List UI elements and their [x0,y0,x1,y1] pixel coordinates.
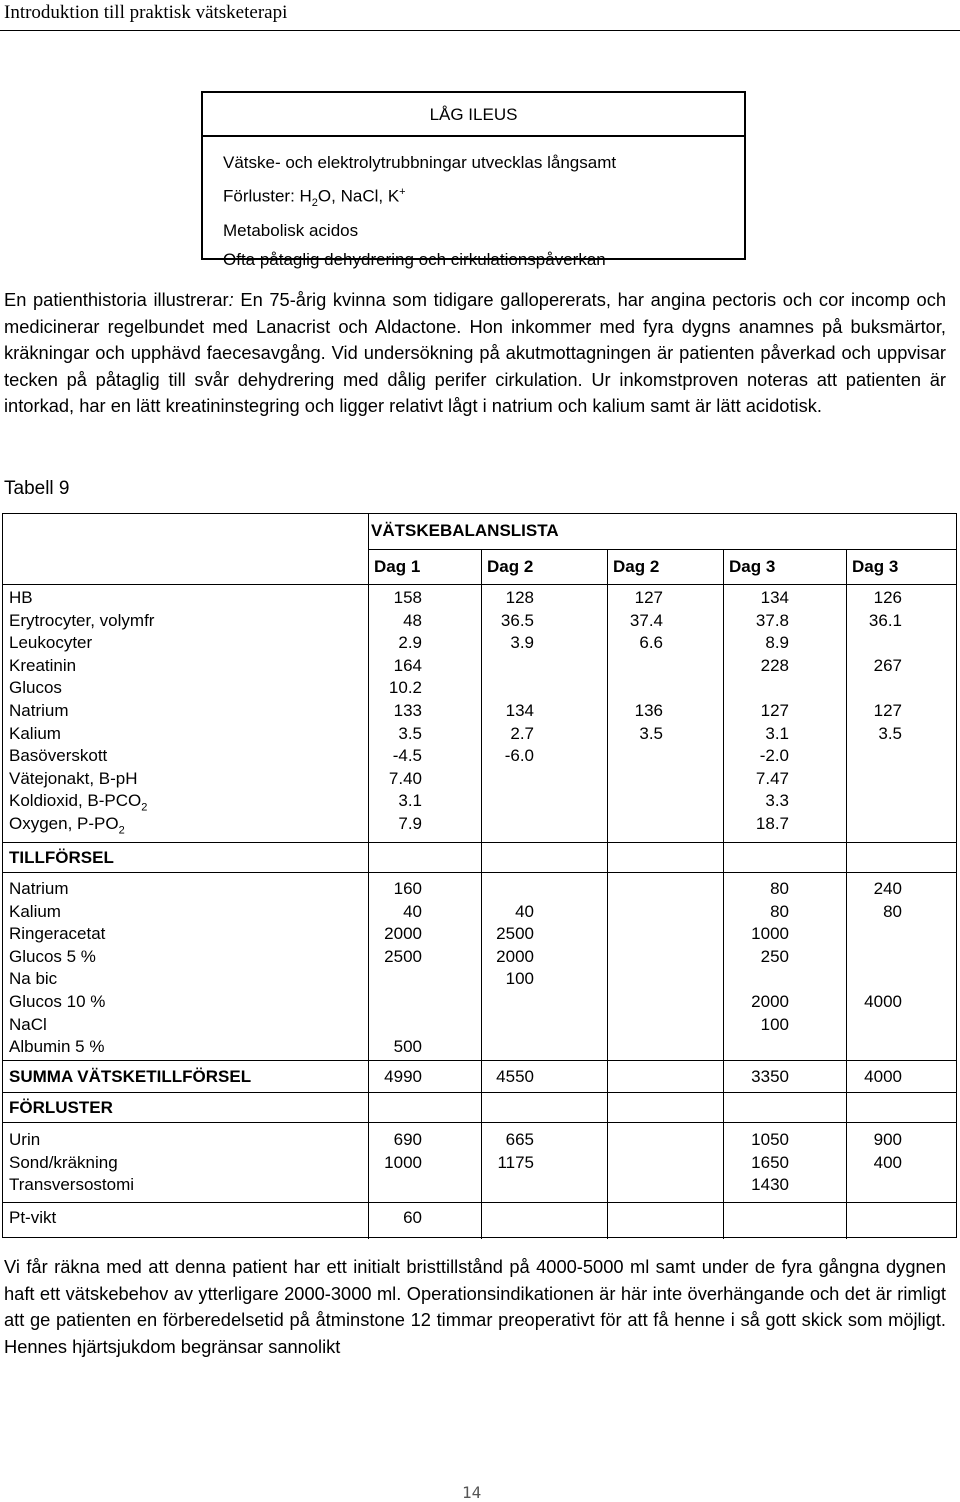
fluid-balance-table [2,513,957,1238]
lab-row-value: 164 [393,655,422,675]
column-divider [607,549,608,1239]
column-divider [723,549,724,1239]
lab-row-value: 3.5 [639,723,663,743]
lab-row-value: 128 [505,588,534,607]
lab-row-value: 134 [760,588,789,607]
lab-row-value: 127 [634,588,663,607]
summa-value: 4990 [384,1067,422,1086]
header-divider [368,549,956,550]
summa-label: SUMMA VÄTSKETILLFÖRSEL [9,1067,252,1086]
lab-row-value: 36.5 [500,610,534,630]
tillforsel-row-value: 240 [873,879,902,898]
tillforsel-row-value: 80 [770,901,789,921]
forluster-row-value: 690 [393,1130,422,1149]
subscript: 2 [141,801,148,814]
lab-row-value: 158 [393,588,422,607]
forluster-row-label: Transversostomi [9,1175,135,1195]
summa-value: 4550 [496,1067,534,1086]
summa-value: 3350 [751,1067,789,1086]
lab-row-value: 7.9 [398,814,422,833]
column-header: Dag 2 [613,557,660,576]
info-box-line: Metabolisk acidos [223,221,359,241]
lab-row-value: 3.1 [765,723,789,743]
ptvikt-row-value: 60 [403,1208,422,1227]
tillforsel-row-value: 1000 [751,924,789,944]
lab-row-value: -4.5 [392,746,422,766]
running-header: Introduktion till praktisk vätsketerapi [4,2,288,23]
lab-row-label: Vätejonakt, B-pH [9,768,138,788]
tillforsel-row-label: Na bic [9,969,58,989]
section-divider [3,1060,956,1061]
lab-row-value: 127 [873,701,902,720]
info-box-title-row [203,93,744,137]
section-divider [3,872,956,873]
lab-row-value: 36.1 [868,610,902,630]
column-divider [846,549,847,1239]
lab-row-label: Natrium [9,701,69,720]
tillforsel-row-label: NaCl [9,1014,47,1034]
tillforsel-row-value: 40 [515,901,534,921]
forluster-heading: FÖRLUSTER [9,1098,113,1117]
info-box-line [223,178,616,218]
tillforsel-row-value: 2500 [496,924,534,944]
lab-row-value: 127 [760,701,789,720]
lab-row-value: 134 [505,701,534,720]
lab-row-value: 2.9 [398,633,422,653]
info-box-text: O, NaCl, K [317,186,400,206]
lab-row-value: 8.9 [765,633,789,653]
lab-row-value: 136 [634,701,663,720]
lab-row-label: Kalium [9,723,61,743]
column-header: Dag 2 [487,557,534,576]
column-divider [368,514,369,1239]
tillforsel-row-value: 40 [403,901,422,921]
ptvikt-row-label: Pt-vikt [9,1208,57,1227]
lab-row-value: -2.0 [759,746,789,766]
conclusion-paragraph: Vi får räkna med att denna patient har ett initialt bristtillstånd på 4000-5000 ml samt under de fyra gångna dygnen haft ett vätskebehov av ytterligare 2000-3000 ml. Operationsindikationen är här inte överhängande och det är rimligt att ge patienten en förberedelsetid på åtminstone 12 timmar preoperativt för att få henne i så gott skick som möjligt. Hennes hjärtsjukdom begränsar sannolikt [4,1256,946,1357]
tillforsel-row-label: Albumin 5 % [9,1037,105,1057]
superscript: + [399,185,406,198]
case-paragraph [4,287,946,420]
tillforsel-row-value: 100 [760,1014,789,1034]
tillforsel-row-value: 500 [393,1037,422,1057]
tillforsel-row-value: 80 [883,901,902,921]
lab-row-value: 37.8 [755,610,789,630]
tillforsel-heading: TILLFÖRSEL [9,848,114,867]
lab-row-value: 3.1 [398,791,422,811]
info-box-title: LÅG ILEUS [429,105,518,124]
subscript: 2 [118,824,125,837]
lab-row-value: 2.7 [510,723,534,743]
forluster-row-value: 400 [873,1152,902,1172]
lab-row-value: 7.47 [755,768,789,788]
column-header: Dag 1 [374,557,421,576]
lab-row-value: -6.0 [504,746,534,766]
table-caption: Tabell 9 [4,478,70,499]
section-divider [3,1122,956,1123]
section-divider [3,1092,956,1093]
column-header: Dag 3 [729,557,776,576]
subscript: 2 [311,196,318,209]
column-header: Dag 3 [852,557,899,576]
section-divider [3,1202,956,1203]
lab-row-value: 3.5 [398,723,422,743]
lab-row-value: 126 [873,588,902,607]
tillforsel-row-label: Natrium [9,879,69,898]
page-number: 14 [462,1483,482,1502]
lab-row-value: 3.5 [878,723,902,743]
column-divider [481,549,482,1239]
forluster-row-value: 1000 [384,1152,422,1172]
lab-row-label: Kreatinin [9,655,77,675]
lab-row-value: 48 [403,610,422,630]
lab-row-value: 10.2 [388,678,422,698]
info-box-line: Ofta påtaglig dehydrering och cirkulationspåverkan [223,249,606,269]
section-divider [3,842,956,843]
lab-row-label: Leukocyter [9,633,93,653]
tillforsel-row-label: Glucos 10 % [9,992,106,1011]
lab-row-value: 133 [393,701,422,720]
tillforsel-row-label: Glucos 5 % [9,946,96,966]
tillforsel-row-label: Kalium [9,901,61,921]
lab-row-label: Oxygen, $P-PO_2$ [9,814,125,837]
info-box [201,91,746,269]
lab-row-value: 37.4 [629,610,663,630]
forluster-row-value: 1175 [497,1152,534,1172]
forluster-row-value: 900 [873,1130,902,1149]
tillforsel-row-label: Ringeracetat [9,924,106,944]
info-box-line: Vätske- och elektrolytrubbningar utvecklas långsamt [223,153,617,172]
tillforsel-row-value: 2000 [496,946,534,966]
tillforsel-row-value: 160 [393,879,422,898]
table-title: VÄTSKEBALANSLISTA [371,521,559,540]
lab-row-label: Basöverskott [9,746,108,766]
tillforsel-row-value: 80 [770,879,789,898]
lab-row-value: 267 [873,655,902,675]
lab-row-value: 3.3 [765,791,789,811]
forluster-row-value: 1430 [751,1175,789,1195]
tillforsel-row-value: 100 [505,969,534,989]
lab-row-value: 3.9 [510,633,534,653]
lab-row-value: 228 [760,655,789,675]
lab-row-label: HB [9,588,33,607]
case-body: En 75-årig kvinna som tidigare gallopererats, har angina pectoris och cor incomp och medicinerar regelbundet med Lanacrist och Aldactone. Hon inkommer med fyra dygns anamnes på buksmärtor, kräkningar och upphävd faecesavgång. Vid undersökning på akutmottagningen är patienten påverkad och uppvisar tecken på påtaglig till svår dehydrering med dålig perifer cirkulation. Ur inkomstproven noteras att patienten är intorkad, har en lätt kreatininstegring och ligger relativt lågt i natrium och kalium samt är lätt acidotisk. [4,289,947,416]
forluster-row-value: 1050 [751,1130,789,1149]
forluster-row-label: Urin [9,1130,41,1149]
forluster-row-value: 665 [505,1130,534,1149]
case-lead-colon: : [228,289,234,310]
column-header-divider [3,584,956,585]
info-box-text: Förluster: H [223,186,312,206]
header-rule [0,30,960,31]
forluster-row-value: 1650 [751,1152,789,1172]
info-box-lines [223,149,616,274]
lab-row-value: 7.40 [388,768,422,788]
tillforsel-row-value: 4000 [864,992,902,1011]
case-lead: En patienthistoria illustrerar [4,289,229,310]
lab-row-value: 6.6 [639,633,663,653]
tillforsel-row-value: 2500 [384,946,422,966]
forluster-row-label: Sond/kräkning [9,1152,118,1172]
tillforsel-row-value: 2000 [751,992,789,1011]
lab-row-value: 18.7 [755,814,789,833]
summa-value: 4000 [864,1067,902,1086]
tillforsel-row-value: 250 [760,946,789,966]
lab-row-label: Koldioxid, $B-PCO_2$ [9,791,148,814]
lab-row-label: Erytrocyter, volymfr [9,610,155,630]
lab-row-label: Glucos [9,678,62,698]
tillforsel-row-value: 2000 [384,924,422,944]
